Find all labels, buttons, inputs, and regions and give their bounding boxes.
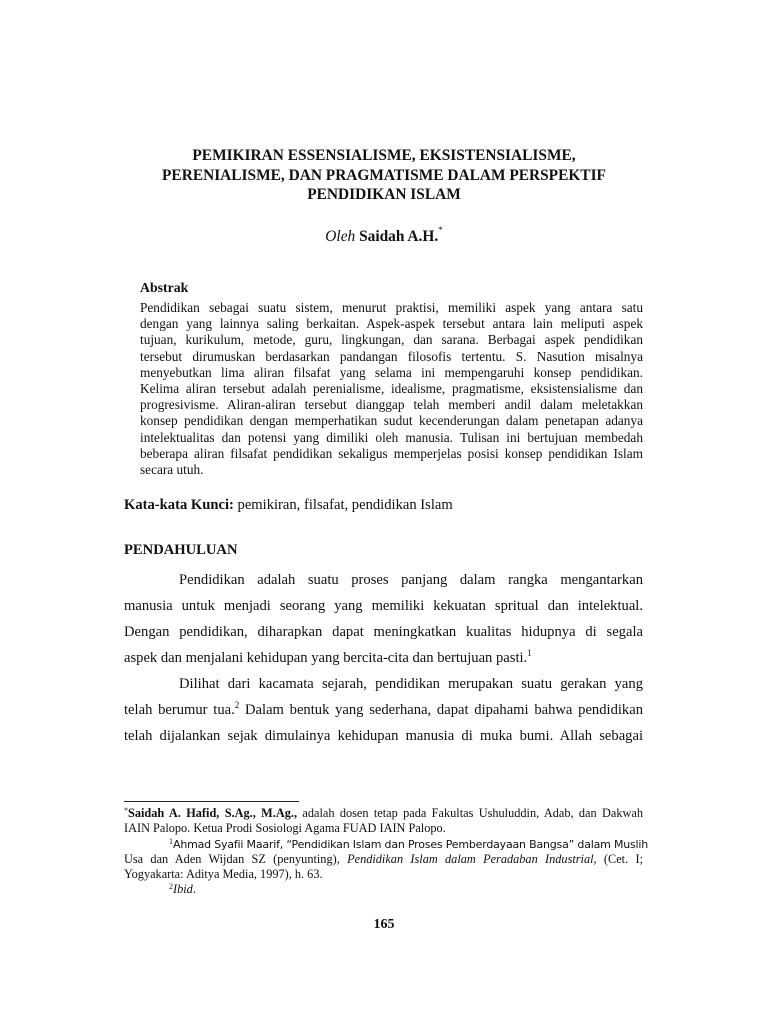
footnote-1-edition: (Cet. I; <box>603 851 643 866</box>
footnote-ref-1[interactable]: 1 <box>527 648 532 658</box>
body-line-text: aspek dan menjalani kehidupan yang bercita-cita dan bertujuan pasti. <box>124 650 528 666</box>
author-prefix: Oleh <box>325 228 356 245</box>
title-line-2: PERENIALISME, DAN PRAGMATISME DALAM PERSPEKTIF <box>162 166 606 184</box>
abstract-line: intelektualitas dan potensi yang dimiliki oleh manusia. Tulisan ini bertujuan membedah <box>140 429 643 445</box>
abstract-line: progresivisme. Aliran-aliran tersebut dianggap telah memberi andil dalam meletakkan <box>140 397 643 413</box>
footnote-2: $^2$Ibid. <box>169 882 196 897</box>
footnote-star <box>124 806 643 821</box>
abstract-line: Pendidikan sebagai suatu sistem, menurut praktisi, memiliki aspek yang antara satu <box>140 300 643 315</box>
footnote-1-line-2 <box>124 852 643 867</box>
body-line: Pendidikan adalah suatu proses panjang dalam rangka mengantarkan <box>179 572 643 588</box>
abstract-line: konsep pendidikan dengan memperhatikan sudut kecenderungan dalam penetapan adanya <box>140 413 643 429</box>
abstract-line: menyebutkan lima aliran filsafat yang selama ini mempengaruhi konsep pendidikan. <box>140 364 643 380</box>
footnote-star-text: adalah dosen tetap pada Fakultas Ushuluddin, Adab, dan Dakwah <box>302 806 643 820</box>
abstract-line: Kelima aliran tersebut adalah perenialisme, idealisme, pragmatisme, eksistensialisme dan <box>140 380 643 396</box>
body-line: telah dijalankan sejak dimulainya kehidupan manusia di muka bumi. Allah sebagai <box>124 728 643 744</box>
author-line <box>124 225 644 246</box>
footnote-ref-2[interactable]: 2 <box>234 700 240 710</box>
footnote-1 <box>124 836 649 852</box>
footnote-1-text: Ahmad Syafii Maarif, “Pendidikan Islam dan Proses Pemberdayaan Bangsa” dalam Muslih <box>173 837 649 851</box>
body-line: Dilihat dari kacamata sejarah, pendidikan merupakan suatu gerakan yang <box>179 676 643 692</box>
body-line: manusia untuk menjadi seorang yang memiliki kekuatan spritual dan intelektual. <box>124 598 643 614</box>
author-footnote-marker[interactable]: * <box>438 225 443 235</box>
keywords-value: pemikiran, filsafat, pendidikan Islam <box>237 497 453 513</box>
abstract-line: dengan yang lainnya saling berkaitan. Aspek-aspek tersebut antara lain meliputi aspek <box>140 316 643 332</box>
abstract-line: tujuan, kurikulum, metode, guru, lingkungan, dan sarana. Berbagai aspek pendidikan <box>140 332 643 348</box>
abstract-line: secara utuh. <box>140 461 204 477</box>
footnote-1-editors: Usa dan Aden Wijdan SZ (penyunting), <box>124 851 340 866</box>
body-line-text: telah berumur tua. <box>124 702 235 718</box>
body-line <box>124 645 643 671</box>
body-text <box>124 567 643 749</box>
title-line-1: PEMIKIRAN ESSENSIALISME, EKSISTENSIALISME, <box>192 147 576 164</box>
abstract-body <box>140 300 643 478</box>
footnote-star-marker: * <box>124 806 128 815</box>
abstract-heading: Abstrak <box>140 280 189 295</box>
keywords <box>124 497 453 514</box>
footnote-2-text: Ibid <box>173 882 193 897</box>
keywords-label: Kata-kata Kunci: <box>124 497 234 513</box>
footnote-divider <box>124 801 299 802</box>
footnotes <box>124 806 649 898</box>
author-name: Saidah A.H. <box>359 228 439 245</box>
footnote-star-line-2: IAIN Palopo. Ketua Prodi Sosiologi Agama FUAD IAIN Palopo. <box>124 821 446 836</box>
title-line-3: PENDIDIKAN ISLAM <box>307 186 461 203</box>
footnote-1-marker: 1 <box>169 836 173 846</box>
section-heading: PENDAHULUAN <box>124 542 238 558</box>
abstract-line: beberapa aliran filsafat pendidikan sekaligus memperjelas posisi konsep pendidikan Islam <box>140 445 643 461</box>
body-line <box>124 697 643 723</box>
page-number: 165 <box>373 917 395 932</box>
paper-title <box>124 146 644 205</box>
body-line-text: Dalam bentuk yang sederhana, dapat dipahami bahwa pendidikan <box>239 702 643 718</box>
footnote-1-line-3: Yogyakarta: Aditya Media, 1997), h. 63. <box>124 867 323 882</box>
footnote-star-name: Saidah A. Hafid, S.Ag., M.Ag., <box>128 806 298 820</box>
footnote-2-marker: 2 <box>169 882 173 892</box>
footnote-1-book-title: Pendidikan Islam dalam Peradaban Industrial, <box>347 851 597 866</box>
abstract-line: tersebut dirumuskan berdasarkan pandangan filosofis tertentu. S. Nasution misalnya <box>140 348 643 364</box>
body-line: Dengan pendidikan, diharapkan dapat meningkatkan kualitas hidupnya di segala <box>124 624 643 640</box>
